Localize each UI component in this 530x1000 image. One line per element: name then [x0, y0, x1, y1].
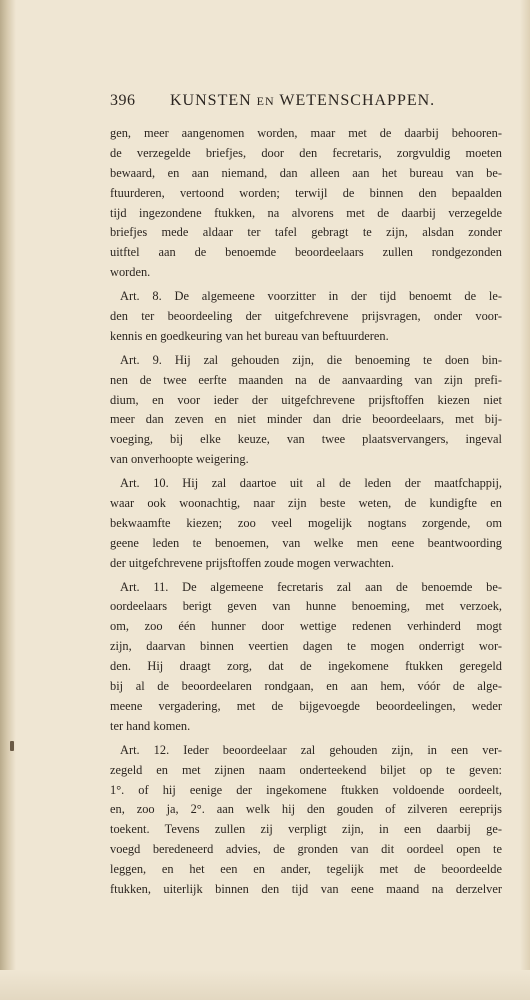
- text-line: waar ook woonachtig, naar zijn beste weten, de kundigfte en: [110, 496, 502, 511]
- text-line: bij al de beoordeelaren rondgaan, en aan hem, vóór de alge-: [110, 679, 502, 694]
- text-line: voeging, bij elke keuze, van twee plaatsvervangers, ingeval: [110, 432, 502, 447]
- text-line: toekent. Tevens zullen zij verpligt zijn, in een daarbij ge-: [110, 822, 502, 837]
- article-9-line: Art. 9. Hij zal gehouden zijn, die benoeming te doen bin-: [120, 352, 502, 367]
- text-line: uitftel aan de benoemde beoordeelaars zullen rondgezonden: [110, 245, 502, 260]
- text-line: 1°. of hij eenige der ingekomene ftukken voldoende oordeelt,: [110, 782, 502, 797]
- text-line: zijn, daarvan binnen veertien dagen te mogen onderrigt wor-: [110, 639, 502, 654]
- text-line: nen de twee eerfte maanden na de aanvaarding van zijn prefi-: [110, 372, 502, 387]
- page-edge-right: [520, 0, 530, 1000]
- text-line: oordeelaars berigt geven van hunne benoeming, met verzoek,: [110, 599, 502, 614]
- text-line: en, zoo ja, 2°. aan welk hij den gouden of zilveren eereprijs: [110, 802, 502, 817]
- running-head-word-3: WETENSCHAPPEN.: [279, 92, 436, 109]
- text-line: de verzegelde briefjes, door den fecretaris, zorgvuldig moeten: [110, 145, 502, 160]
- binding-gutter: [0, 0, 16, 1000]
- text-line: leggen, en het een en ander, tegelijk met de beoordeelde: [110, 862, 502, 877]
- text-line: gen, meer aangenomen worden, maar met de daarbij behooren-: [110, 126, 502, 140]
- article-10-line: Art. 10. Hij zal daartoe uit al de leden der maatfchappij,: [120, 476, 502, 491]
- text-line: den ter beoordeeling der uitgefchrevene prijsvragen, onder voor-: [110, 309, 502, 324]
- article-11-line: Art. 11. De algemeene fecretaris zal aan de benoemde be-: [120, 579, 502, 594]
- article-12-line: Art. 12. Ieder beoordeelaar zal gehouden zijn, in een ver-: [120, 742, 502, 757]
- text-line: geene leden te benoemen, van welke men eene beantwoording: [110, 535, 502, 550]
- text-line: meene vergadering, met de bijgevoegde beoordeelingen, weder: [110, 698, 502, 713]
- text-line: om, zoo één hunner door wettige redenen verhinderd mogt: [110, 619, 502, 634]
- text-line: bewaard, en aan niemand, dan alleen aan het bureau van be-: [110, 165, 502, 180]
- text-line: ter hand komen.: [110, 718, 191, 733]
- running-head-word-1: KUNSTEN: [170, 92, 252, 109]
- text-line: ftukken, uiterlijk binnen den tijd van eene maand na derzelver: [110, 881, 502, 896]
- text-line: tijd ingezondene ftukken, na alvorens met de daarbij verzegelde: [110, 205, 502, 220]
- text-line: dium, en voor ieder der uitgefchrevene prijsftoffen kiezen niet: [110, 392, 502, 407]
- text-line: bekwaamfte kiezen; zoo veel mogelijk nogtans zorgende, om: [110, 515, 502, 530]
- text-line: van onverhoopte weigering.: [110, 452, 249, 467]
- text-line: kennis en goedkeuring van het bureau van beftuurderen.: [110, 328, 389, 343]
- margin-ink-mark: [10, 741, 14, 751]
- page-header: [110, 92, 502, 118]
- text-line: zegeld en met zijnen naam onderteekend biljet op te geven:: [110, 762, 502, 777]
- text-line: der uitgefchrevene prijsftoffen zoude mogen verwachten.: [110, 555, 394, 570]
- running-head-word-2: EN: [256, 94, 275, 108]
- page-edge-bottom: [0, 970, 530, 1000]
- article-8-line: Art. 8. De algemeene voorzitter in der tijd benoemt de le-: [120, 289, 502, 304]
- page-number: 396: [110, 92, 136, 109]
- text-line: voegd beredeneerd advies, de gronden van dit oordeel open te: [110, 842, 502, 857]
- text-line: worden.: [110, 265, 151, 280]
- text-line: meer dan zeven en niet minder dan drie beoordeelaars, met bij-: [110, 412, 502, 427]
- text-line: den. Hij draagt zorg, dat de ingekomene ftukken geregeld: [110, 659, 502, 674]
- text-line: ftuurderen, vertoond worden; terwijl de binnen den bepaalden: [110, 185, 502, 200]
- text-block: [110, 92, 502, 900]
- text-line: briefjes mede aldaar ter tafel gebragt te zijn, alsdan zonder: [110, 225, 502, 240]
- running-head: [170, 92, 435, 110]
